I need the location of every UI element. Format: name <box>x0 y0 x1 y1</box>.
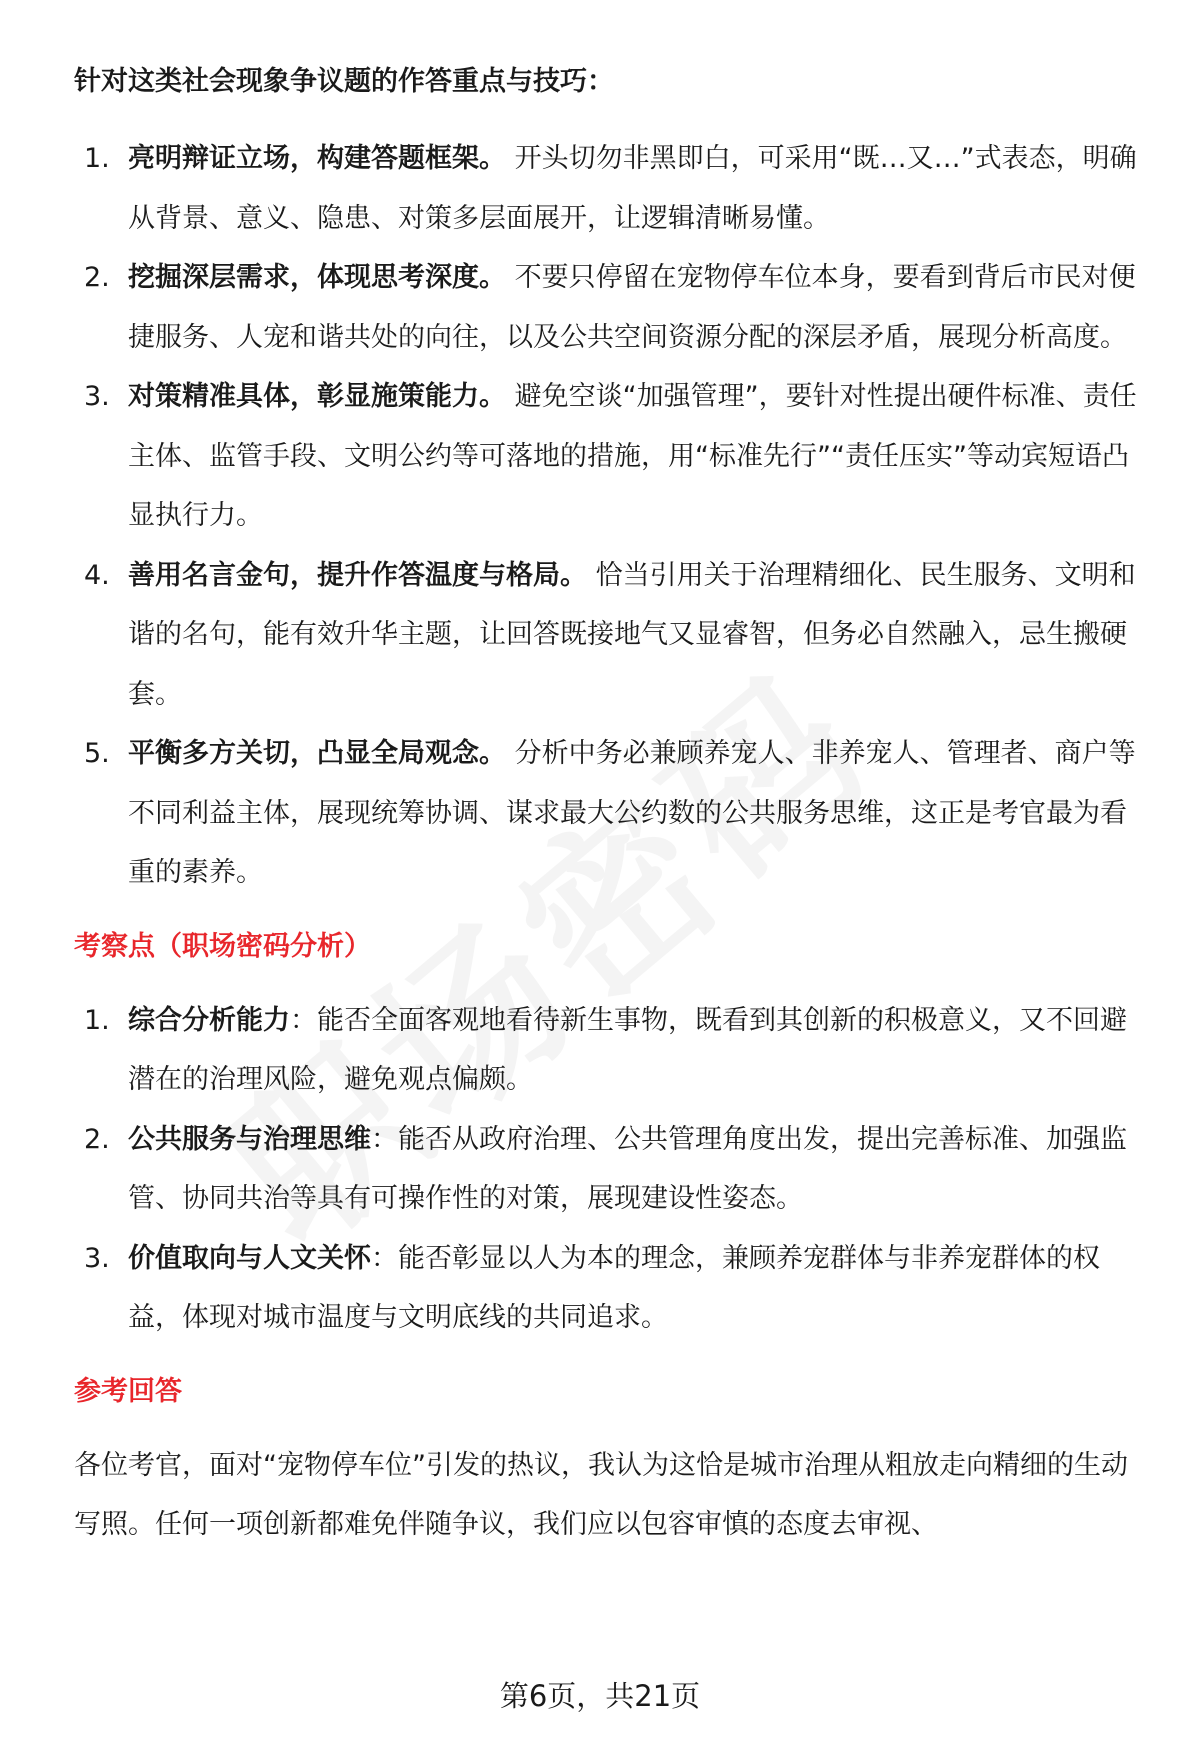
list-number: 2. <box>84 1123 110 1155</box>
list-item <box>74 367 1144 546</box>
item-text: 不要只停留在宠物停车位本身，要看到背后市民对便捷服务、人宠和谐共处的向往，以及公共空间资源分配的深层矛盾，展现分析高度。 <box>128 262 1136 353</box>
list-item <box>74 1229 1144 1348</box>
item-title: 公共服务与治理思维 <box>128 1123 371 1155</box>
item-text: ：能否彰显以人为本的理念，兼顾养宠群体与非养宠群体的权益，体现对城市温度与文明底线的共同追求。 <box>128 1242 1100 1333</box>
list-number: 3. <box>84 381 110 412</box>
list-item <box>74 991 1144 1110</box>
item-title: 亮明辩证立场，构建答题框架。 <box>128 143 506 174</box>
item-text: 分析中务必兼顾养宠人、非养宠人、管理者、商户等不同利益主体，展现统筹协调、谋求最大公约数的公共服务思维，这正是考官最为看重的素养。 <box>128 738 1136 888</box>
page-number-footer: 第6页，共21页 <box>499 1679 701 1713</box>
item-title: 综合分析能力 <box>128 1004 290 1036</box>
item-text: 开头切勿非黑即白，可采用“既…又…”式表态，明确从背景、意义、隐患、对策多层面展开，让逻辑清晰易懂。 <box>128 143 1137 234</box>
section-heading-reference-answer: 参考回答 <box>74 1375 182 1407</box>
item-text: ：能否从政府治理、公共管理角度出发，提出完善标准、加强监管、协同共治等具有可操作性的对策，展现建设性姿态。 <box>128 1123 1127 1214</box>
item-title: 善用名言金句，提升作答温度与格局。 <box>128 559 587 591</box>
answer-paragraph: 各位考官，面对“宠物停车位”引发的热议，我认为这恰是城市治理从粗放走向精细的生动写照。任何一项创新都难免伴随争议，我们应以包容审慎的态度去审视、 <box>74 1449 1128 1540</box>
item-text: ：能否全面客观地看待新生事物，既看到其创新的积极意义，又不回避潜在的治理风险，避免观点偏颇。 <box>128 1004 1127 1095</box>
tips-list <box>74 129 1144 903</box>
assessment-list <box>74 991 1144 1348</box>
item-title: 挖掘深层需求，体现思考深度。 <box>128 262 506 293</box>
list-number: 1. <box>84 143 110 174</box>
list-item <box>74 248 1144 367</box>
list-item <box>74 546 1144 725</box>
list-number: 4. <box>84 559 110 591</box>
item-title: 对策精准具体，彰显施策能力。 <box>128 381 506 412</box>
list-item <box>74 1110 1144 1229</box>
item-text: 恰当引用关于治理精细化、民生服务、文明和谐的名句，能有效升华主题，让回答既接地气又显睿智，但务必自然融入，忌生搬硬套。 <box>128 559 1136 710</box>
section-heading-assessment: 考察点（职场密码分析） <box>74 930 371 962</box>
item-text: 避免空谈“加强管理”，要针对性提出硬件标准、责任主体、监管手段、文明公约等可落地的措施，用“标准先行”“责任压实”等动宾短语凸显执行力。 <box>128 381 1137 531</box>
item-title: 平衡多方关切，凸显全局观念。 <box>128 738 506 769</box>
list-number: 2. <box>84 262 110 293</box>
section-heading-tips: 针对这类社会现象争议题的作答重点与技巧： <box>74 66 614 97</box>
list-number: 1. <box>84 1004 110 1036</box>
page-content <box>74 60 1144 1555</box>
list-item <box>74 724 1144 903</box>
list-item <box>74 129 1144 248</box>
list-number: 3. <box>84 1242 110 1274</box>
list-number: 5. <box>84 738 110 769</box>
item-title: 价值取向与人文关怀 <box>128 1242 371 1274</box>
